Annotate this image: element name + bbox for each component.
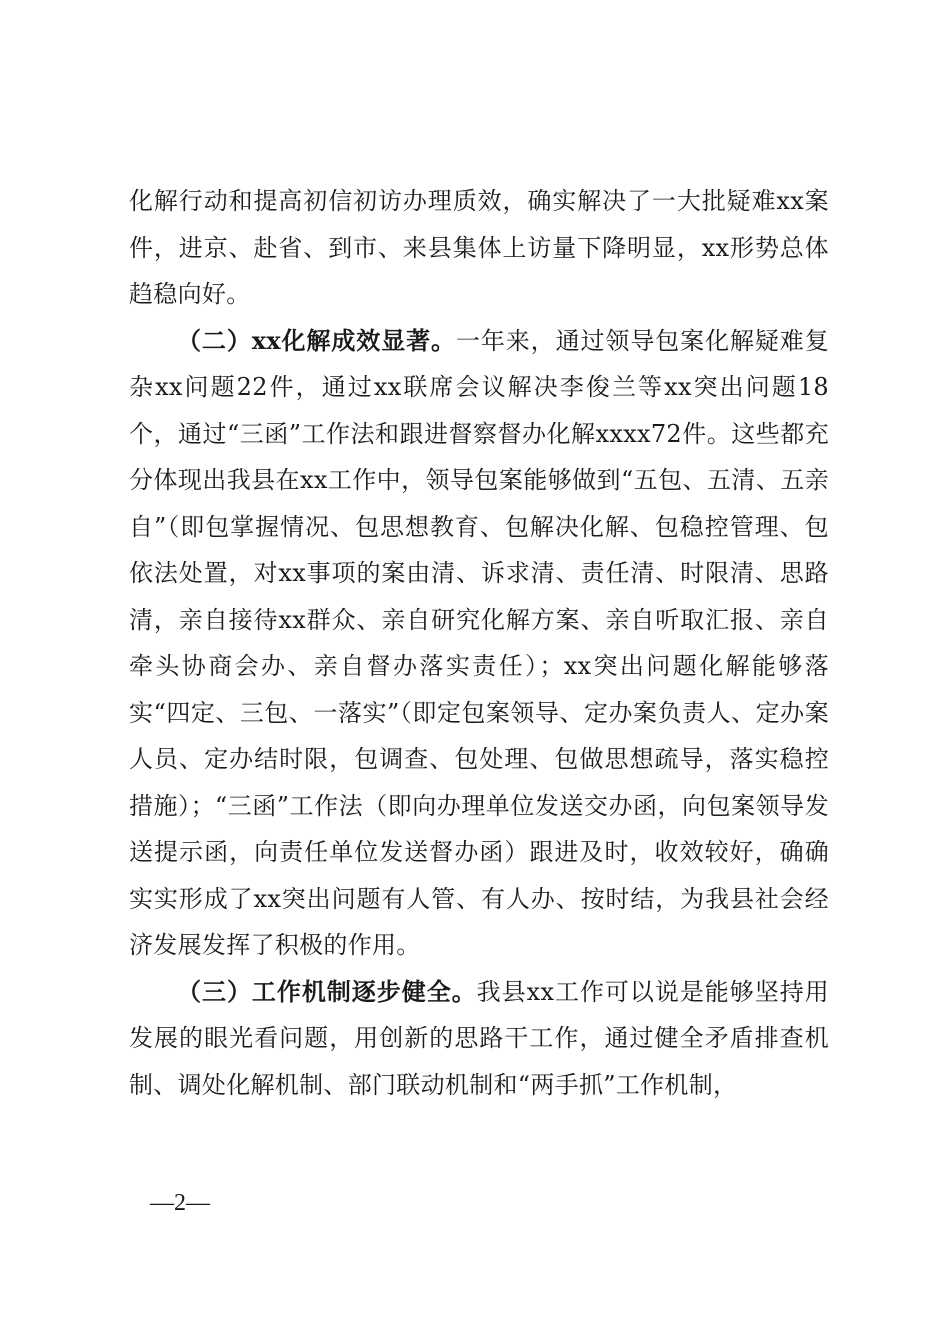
paragraph-2 bbox=[129, 318, 829, 969]
body-text bbox=[129, 178, 829, 1108]
paragraph-1-text: 化解行动和提高初信初访办理质效，确实解决了一大批疑难xx案件，进京、赴省、到市、来县集体上访量下降明显，xx形势总体趋稳向好。 bbox=[129, 187, 829, 308]
paragraph-2-text: 一年来，通过领导包案化解疑难复杂xx问题22件，通过xx联席会议解决李俊兰等xx突出问题18个，通过“三函”工作法和跟进督察督办化解xxxx72件。这些都充分体现出我县在xx工作中，领导包案能够做到“五包、五清、五亲自”（即包掌握情况、包思想教育、包解决化解、包稳控管理、包依法处置，对xx事项的案由清、诉求清、责任清、时限清、思路清，亲自接待xx群众、亲自研究化解方案、亲自听取汇报、亲自牵头协商会办、亲自督办落实责任）；xx突出问题化解能够落实“四定、三包、一落实”（即定包案领导、定办案负责人、定办案人员、定办结时限，包调查、包处理、包做思想疏导，落实稳控措施）；“三函”工作法（即向办理单位发送交办函，向包案领导发送提示函，向责任单位发送督办函）跟进及时，收效较好，确确实实形成了xx突出问题有人管、有人办、按时结，为我县社会经济发展发挥了积极的作用。 bbox=[129, 326, 830, 959]
paragraph-3-text: 我县xx工作可以说是能够坚持用发展的眼光看问题，用创新的思路干工作，通过健全矛盾排查机制、调处化解机制、部门联动机制和“两手抓”工作机制， bbox=[129, 977, 829, 1099]
paragraph-3-heading: （三）工作机制逐步健全。 bbox=[177, 976, 477, 1006]
paragraph-3 bbox=[129, 969, 829, 1109]
page-number: —2— bbox=[150, 1190, 210, 1216]
paragraph-2-heading: （二）xx化解成效显著。 bbox=[177, 325, 456, 355]
paragraph-1 bbox=[129, 178, 829, 318]
